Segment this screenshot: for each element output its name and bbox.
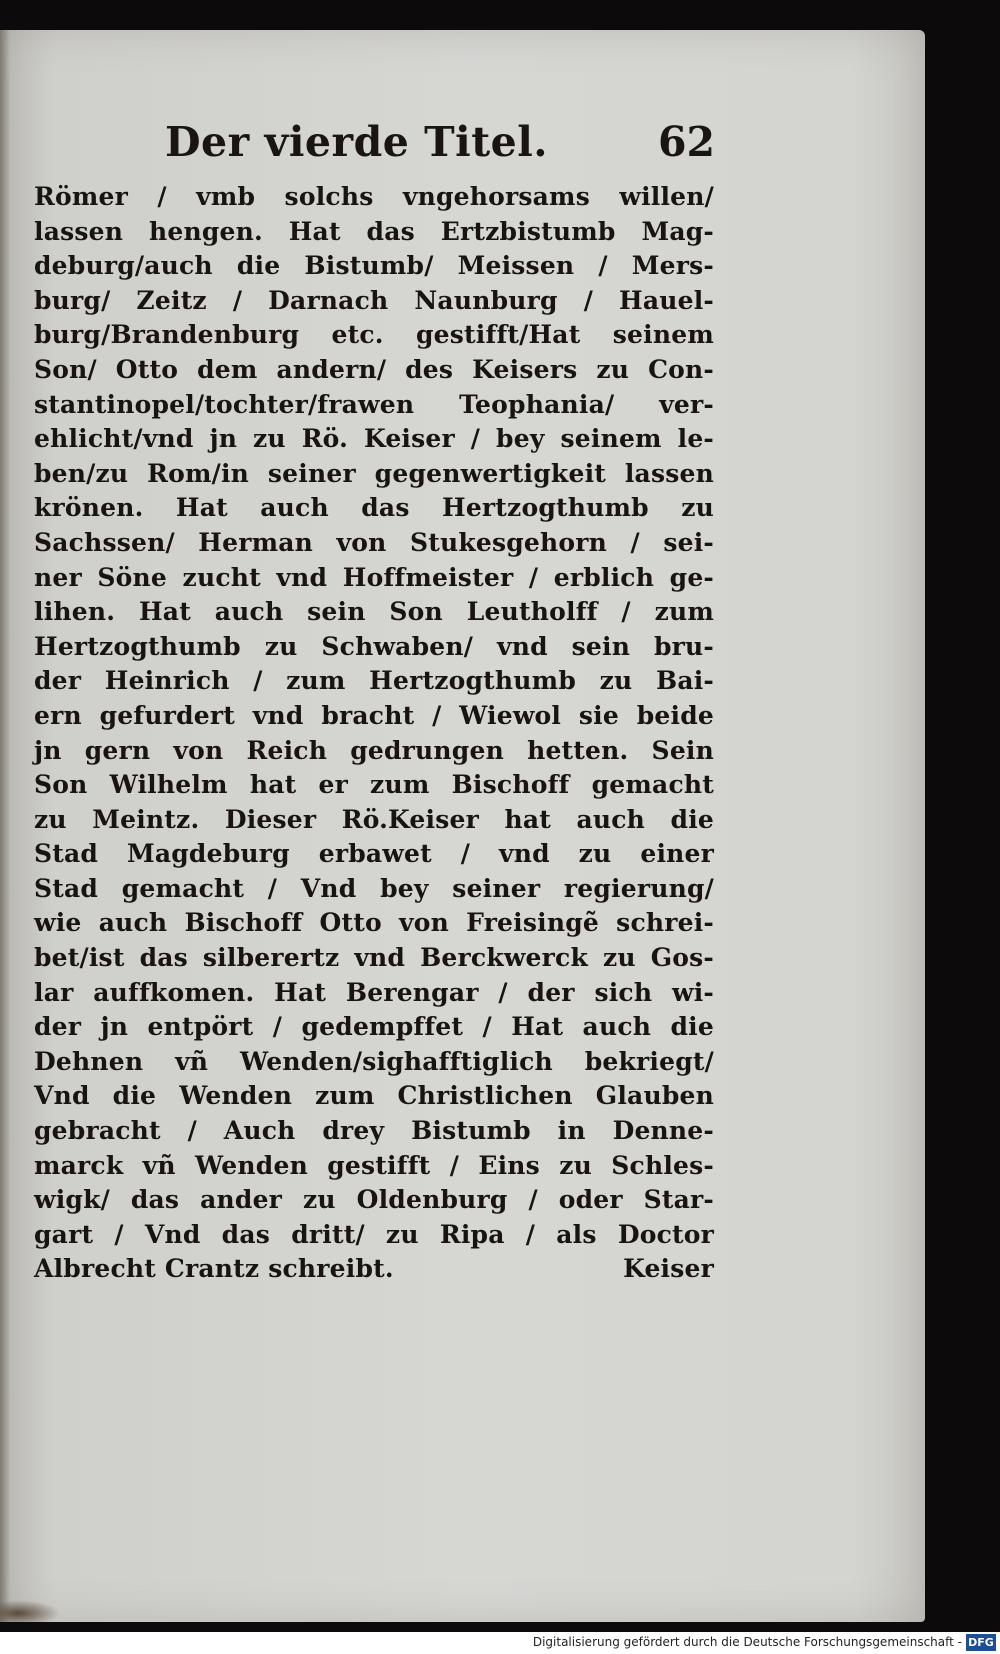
text-line: ern gefurdert vnd bracht / Wiewol sie beide [34,700,714,730]
text-line: Römer / vmb solchs vngehorsams willen/ [34,182,714,211]
text-line: Stad gemacht / Vnd bey seiner regierung/ [34,873,714,903]
text-line: bet/ist das silberertz vnd Berckwerck zu Gos- [34,943,714,973]
text-line: Albrecht Crantz schreibt. Keiser [34,1252,714,1287]
text-line: ner Söne zucht vnd Hoffmeister / erblich ge- [34,562,714,592]
dfg-logo: DFG [966,1634,996,1651]
text-line: gart / Vnd das dritt/ zu Ripa / als Doctor [34,1219,714,1249]
text-line: der Heinrich / zum Hertzogthumb zu Bai- [34,666,714,696]
text-line: lar auffkomen. Hat Berengar / der sich wi- [34,977,714,1007]
page-number: 62 [657,118,715,166]
text-line: krönen. Hat auch das Hertzogthumb zu [34,493,714,523]
text-line: Sachssen/ Herman von Stukesgehorn / sei- [34,527,714,557]
text-line: Hertzogthumb zu Schwaben/ vnd sein bru- [34,631,714,661]
digitization-footer [0,1632,1000,1654]
text-line: burg/Brandenburg etc. gestifft/Hat seinem [34,320,714,350]
text-line: jn gern von Reich gedrungen hetten. Sein [34,735,714,765]
text-line: der jn entpört / gedempffet / Hat auch die [34,1012,714,1042]
text-line: deburg/auch die Bistumb/ Meissen / Mers- [34,251,714,281]
text-line: Stad Magdeburg erbawet / vnd zu einer [34,839,714,869]
page-gutter-shadow [0,30,10,1622]
text-line: Son/ Otto dem andern/ des Keisers zu Con- [34,354,714,384]
text-line: ben/zu Rom/in seiner gegenwertigkeit lassen [34,458,714,488]
body-text [34,180,714,1287]
text-line: Vnd die Wenden zum Christlichen Glauben [34,1081,714,1111]
text-line: lassen hengen. Hat das Ertzbistumb Mag- [34,216,714,246]
catchword: Keiser [623,1254,714,1284]
funding-credit: Digitalisierung gefördert durch die Deutsche Forschungsgemeinschaft - [532,1635,962,1649]
text-line: gebracht / Auch drey Bistumb in Denne- [34,1116,714,1146]
text-line: Son Wilhelm hat er zum Bischoff gemacht [34,770,714,800]
text-line: marck vñ Wenden gestifft / Eins zu Schles- [34,1150,714,1180]
text-line: lihen. Hat auch sein Son Leutholff / zum [34,597,714,627]
text-line: ehlicht/vnd jn zu Rö. Keiser / bey seinem le- [34,424,714,454]
running-title: Der vierde Titel. [165,118,549,166]
text-line: wie auch Bischoff Otto von Freisingẽ schrei- [34,908,714,938]
text-line: Dehnen vñ Wenden/sighafftiglich bekriegt/ [34,1046,714,1076]
text-line: stantinopel/tochter/frawen Teophania/ ver- [34,389,714,419]
text-line: burg/ Zeitz / Darnach Naunburg / Hauel- [34,285,714,315]
running-head [165,118,715,178]
text-line: wigk/ das ander zu Oldenburg / oder Star- [34,1185,714,1215]
page-stain [0,1600,60,1622]
text-line: zu Meintz. Dieser Rö.Keiser hat auch die [34,804,714,834]
